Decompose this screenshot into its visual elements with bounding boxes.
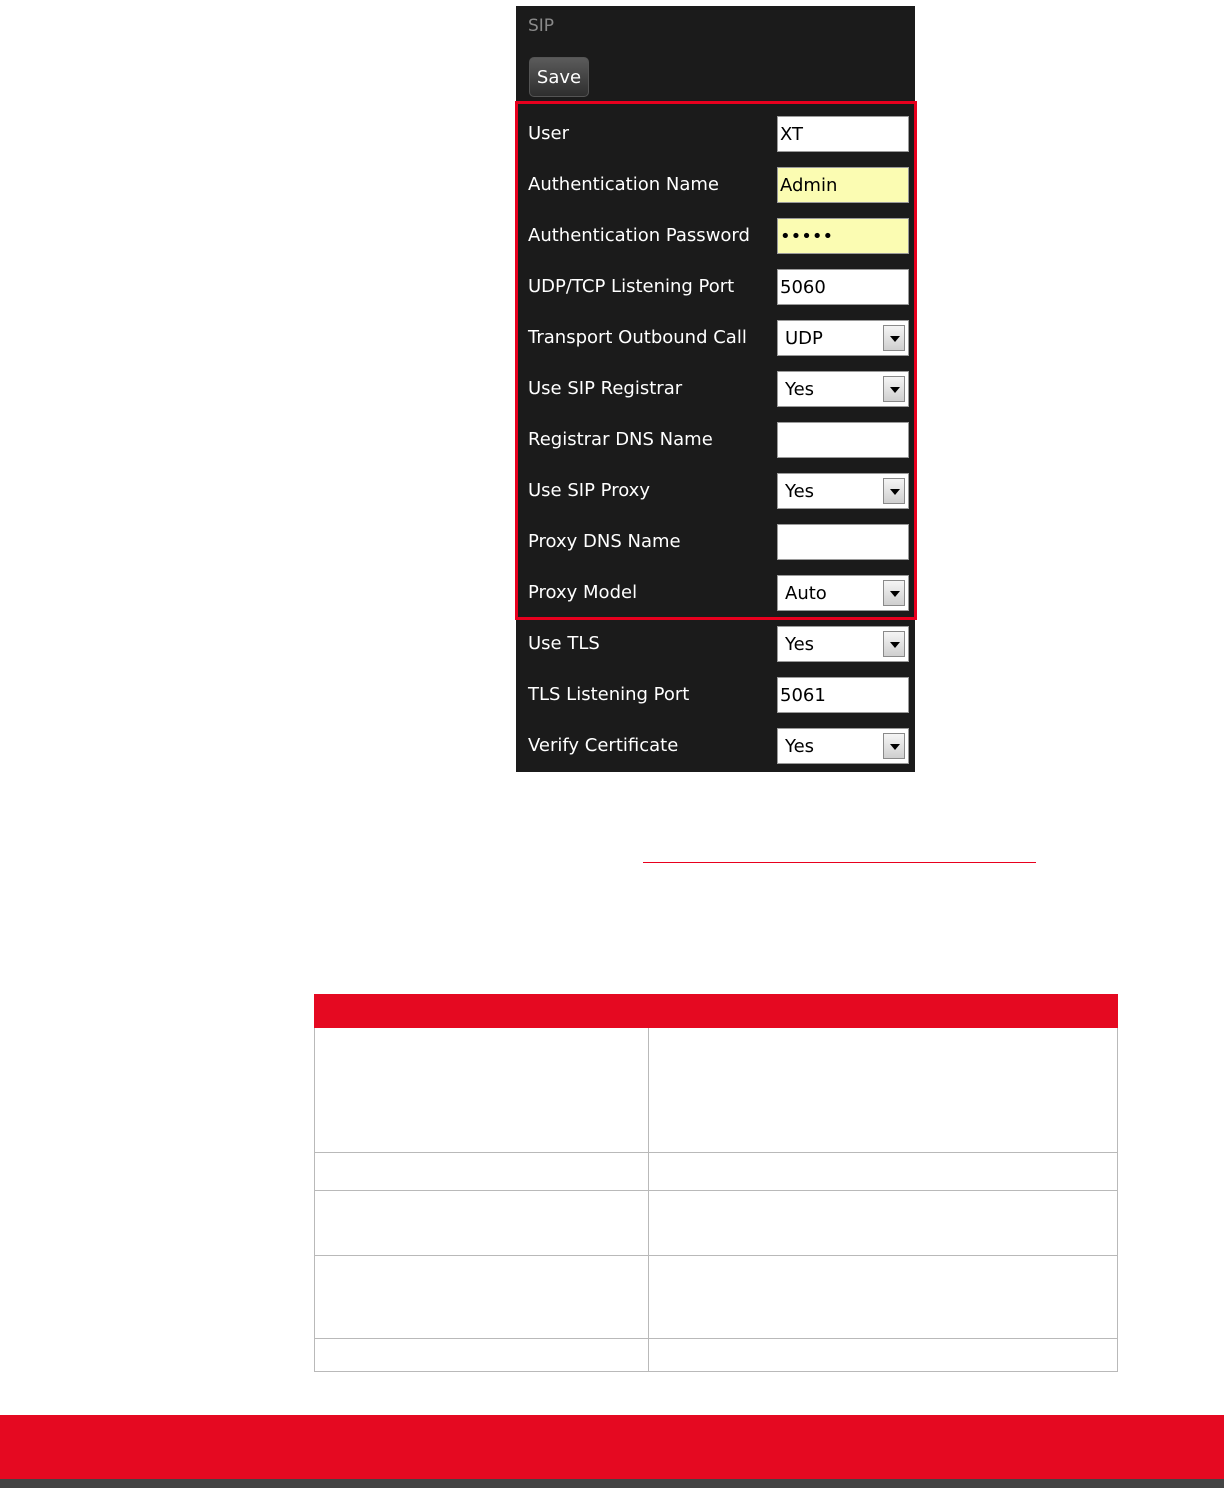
table-row — [315, 1153, 1118, 1191]
udp-tcp-listening-port-label: UDP/TCP Listening Port — [528, 276, 735, 297]
row-use-sip-registrar — [516, 371, 915, 407]
row-use-sip-proxy — [516, 473, 915, 509]
footer-band — [0, 1415, 1224, 1479]
use-tls-select[interactable] — [777, 626, 909, 662]
use-sip-registrar-label: Use SIP Registrar — [528, 378, 683, 399]
proxy-model-label: Proxy Model — [528, 582, 638, 603]
table-row — [315, 1191, 1118, 1256]
table-cell — [315, 1191, 649, 1256]
table-cell — [315, 1256, 649, 1339]
chevron-down-icon[interactable] — [883, 733, 905, 759]
row-authentication-password — [516, 218, 915, 254]
registrar-dns-name-label: Registrar DNS Name — [528, 429, 713, 450]
table-row — [315, 1028, 1118, 1153]
authentication-name-label: Authentication Name — [528, 174, 719, 195]
row-use-tls — [516, 626, 915, 662]
tls-listening-port-label: TLS Listening Port — [528, 684, 690, 705]
footer-bottom-bar — [0, 1479, 1224, 1488]
table-header-cell — [315, 995, 649, 1028]
use-sip-proxy-select[interactable] — [777, 473, 909, 509]
use-sip-registrar-select[interactable] — [777, 371, 909, 407]
transport-outbound-call-select[interactable] — [777, 320, 909, 356]
table-cell — [315, 1339, 649, 1372]
save-button[interactable]: Save — [529, 57, 589, 97]
table-cell — [649, 1256, 1118, 1339]
sip-settings-panel — [516, 6, 915, 772]
row-proxy-dns-name — [516, 524, 915, 560]
use-sip-proxy-label: Use SIP Proxy — [528, 480, 650, 501]
authentication-password-label: Authentication Password — [528, 225, 750, 246]
use-tls-value: Yes — [785, 634, 815, 655]
verify-certificate-select[interactable] — [777, 728, 909, 764]
verify-certificate-value: Yes — [785, 736, 815, 757]
proxy-dns-name-input[interactable] — [777, 524, 909, 560]
row-authentication-name — [516, 167, 915, 203]
table-cell — [315, 1153, 649, 1191]
user-label: User — [528, 123, 570, 144]
use-tls-label: Use TLS — [528, 633, 600, 654]
proxy-model-select[interactable] — [777, 575, 909, 611]
authentication-password-input[interactable] — [777, 218, 909, 254]
table-cell — [649, 1191, 1118, 1256]
row-udp-tcp-listening-port — [516, 269, 915, 305]
row-transport-outbound-call — [516, 320, 915, 356]
table-row — [315, 1256, 1118, 1339]
row-registrar-dns-name — [516, 422, 915, 458]
chevron-down-icon[interactable] — [883, 478, 905, 504]
row-verify-certificate — [516, 728, 915, 764]
red-underline-link[interactable] — [643, 862, 1036, 863]
table-cell — [649, 1028, 1118, 1153]
udp-tcp-listening-port-input[interactable] — [777, 269, 909, 305]
panel-title: SIP — [528, 16, 555, 36]
proxy-model-value: Auto — [785, 583, 827, 604]
table-cell — [649, 1153, 1118, 1191]
table-row — [315, 1339, 1118, 1372]
authentication-name-input[interactable] — [777, 167, 909, 203]
chevron-down-icon[interactable] — [883, 631, 905, 657]
transport-outbound-call-label: Transport Outbound Call — [528, 327, 747, 348]
use-sip-proxy-value: Yes — [785, 481, 815, 502]
proxy-dns-name-label: Proxy DNS Name — [528, 531, 681, 552]
chevron-down-icon[interactable] — [883, 580, 905, 606]
row-proxy-model — [516, 575, 915, 611]
use-sip-registrar-value: Yes — [785, 379, 815, 400]
tls-listening-port-input[interactable] — [777, 677, 909, 713]
registrar-dns-name-input[interactable] — [777, 422, 909, 458]
chevron-down-icon[interactable] — [883, 325, 905, 351]
row-tls-listening-port — [516, 677, 915, 713]
table-header-cell — [649, 995, 1118, 1028]
verify-certificate-label: Verify Certificate — [528, 735, 679, 756]
user-input[interactable] — [777, 116, 909, 152]
chevron-down-icon[interactable] — [883, 376, 905, 402]
transport-outbound-call-value: UDP — [785, 328, 823, 349]
table-cell — [649, 1339, 1118, 1372]
table-cell — [315, 1028, 649, 1153]
table-header-row — [315, 995, 1118, 1028]
parameter-table — [314, 994, 1118, 1372]
row-user — [516, 116, 915, 152]
